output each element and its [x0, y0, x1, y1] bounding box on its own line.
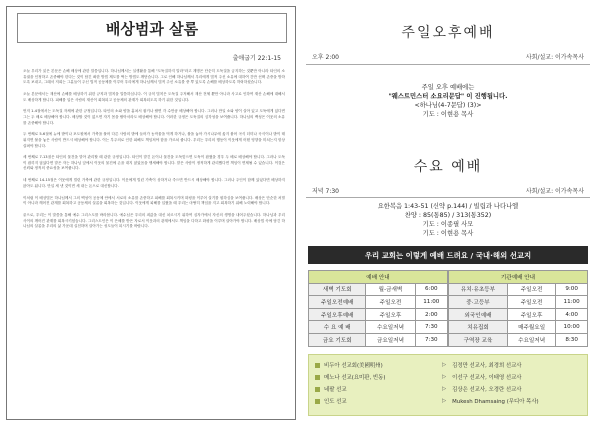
table-cell: 11:00	[556, 296, 588, 309]
table-cell: 8:30	[556, 333, 588, 346]
schedule-tables	[308, 270, 588, 347]
sermon-paragraph: 두 번째로 5-6절에 뉴에 밭이나 포도원에서 가축을 풀어 다른 사람의 밭에 들어가 농작물을 먹게 하거나, 불을 놓아 가시나무에 옮겨 붙어 곡식 더미나 곡식이나 밭이 태워지면 불을 놓은 사람이 반드시 배상해야 합니다. 이는 부주의로 인한 피해도 책임져야 함을 가르쳐 줍니다. 우리는 우리의 행동이 이웃에게 어떤 영향을 미치는지 항상 살펴야 합니다.	[23, 132, 285, 148]
table-cell: 외국인예배	[449, 308, 508, 321]
wednesday-line-4: 기도 : 이현용 목사	[422, 230, 474, 237]
table-row	[309, 283, 448, 296]
organ-table-header: 기관예배 안내	[449, 271, 588, 284]
missionary-names: 김상은 선교사, 오경란 선교사	[452, 387, 522, 393]
table-row	[309, 333, 448, 346]
wednesday-line-3: 기도 : 이종필 사모	[422, 221, 474, 228]
table-cell: 수요일저녁	[508, 333, 556, 346]
table-row	[449, 308, 588, 321]
afternoon-line-1: 주일 오후 예배에는	[421, 84, 475, 91]
list-item	[315, 371, 581, 383]
sermon-paragraph: 오늘 본문에서는 재산에 손해를 배상하기 위한 규칙과 법칙을 말씀하십니다. 이 규칙 법칙은 도둑질 주저해서 재산 전체 뿐만 아니라 사고로 인하여 재산 손해에 대해서도 배상하게 합니다. 피해를 입은 사람의 재산이 회복되고 공동체의 관계가 회복되도록 하기 위한 것입니다.	[23, 91, 285, 102]
missionary-list	[308, 354, 588, 416]
table-cell: 주일오전	[508, 283, 556, 296]
mission-field: 메노나 선교(요미판, 빈동)	[324, 375, 386, 381]
table-cell: 금요일저녁	[366, 333, 415, 346]
table-cell: 월-금새벽	[366, 283, 415, 296]
table-cell: 주일오후	[508, 308, 556, 321]
afternoon-title: 주일오후예배	[401, 25, 495, 41]
sermon-paragraph: 끝으로, 우리는 이 말씀을 통해 예수 그리스도를 바라봅니다. 예수님은 우리의 죄값을 대신 치르시기 위하여 십자가에서 자신의 생명을 내어주셨습니다. 하나님과 우리 사이의 깨어진 관계를 회복시키셨습니다. 그리스도인은 이 은혜를 받은 자로서 이웃과의 관계에서도 책임을 다하고 화평을 이루며 살아가야 합니다. 배상법 속에 담긴 하나님의 살롬을 우리의 삶 가운데 실천하며 살아가는 성도들이 되시기를 바랍니다.	[23, 213, 285, 229]
arrow-right-icon: ▷	[442, 386, 447, 392]
table-cell: 11:00	[415, 296, 447, 309]
arrow-right-icon: ▷	[442, 398, 447, 404]
table-cell: 구역장 교육	[449, 333, 508, 346]
wednesday-time: 저녁 7:30	[312, 188, 339, 195]
table-cell: 중·고등부	[449, 296, 508, 309]
table-row	[309, 321, 448, 334]
arrow-right-icon: ▷	[442, 374, 447, 380]
afternoon-line-2: "웨스트민스터 소요리문답" 이 진행됩니다.	[388, 93, 508, 100]
worship-table-header: 예배 안내	[309, 271, 448, 284]
sermon-paragraph: 세 번째로 7-13절은 타인의 물건을 맡아 관리할 때 관한 규정입니다. 타인이 맡긴 돈이나 물건을 도둑맞으면 도둑이 잡혔을 경우 두 배로 배상해야 합니다. 그러나 도둑이 잡히지 않았다면 맡은 자는 하나님 앞에서 이웃의 물건에 손을 대지 않았음을 맹세해야 합니다. 맡은 사람이 정직하게 관리했다면 책임이 면제될 수 있습니다. 이것은 신뢰와 정직의 중요성을 보여줍니다.	[23, 155, 285, 171]
sermon-paragraph: 이처럼 이 배상법은 하나님께서 그의 백성이 공동체 안에서 서로의 소유를 존중하고 피해를 회복시키며 화평을 이루어 살기를 원하심을 보여줍니다. 배상은 단순한 처벌이 아니라 깨어진 관계를 회복하고 공동체의 살롬을 회복하는 것입니다. 이웃에게 피해를 입혔을 때 우리는 마땅히 책임을 지고 회복하기 위해 노력해야 합니다.	[23, 195, 285, 206]
table-cell: 10:00	[556, 321, 588, 334]
table-cell: 9:00	[556, 283, 588, 296]
sermon-paragraph: 오늘 우리가 읽은 본문은 손해 배상에 관한 말씀입니다. 하나님께서는 실생활을 통해 "도둑질하지 말라"라고 계명은 단순히 도둑질을 금지하는 것뿐만 아니라 타인의 소유권을 인정하고 존중해야 한다는 것이 담긴 좌한 방법 제도를 떡는 방법도 깨닫습니다. 그로 인해 하나님께서 우리에게 법적 주신 소유에 대하여 간만 선택 존중을 방하도록 보내고, 그래서 저희는 그분들이 주신 법적 공동체를 이루어 우리에게 하나님께서 법적 주신 소유를 중 뿌 있도록 손해를 배상하도록 허락하셨습니다.	[23, 69, 285, 85]
divider	[306, 64, 590, 65]
sermon-body	[23, 69, 285, 236]
divider	[306, 197, 590, 198]
sermon-paragraph: 네 번째로 14-15절은 이웃에게 빌린 가축에 관한 규정입니다. 이웃에게 빌린 가축이 상하거나 죽으면 반드시 배상해야 합니다. 그러나 주인이 함께 있었다면 배상하지 않아도 됩니다. 만일 세 낸 것이면 세 내는 돈으로 대신합니다.	[23, 178, 285, 188]
wednesday-title: 수요 예배	[413, 159, 483, 175]
wednesday-info	[312, 186, 584, 195]
square-bullet-icon	[315, 399, 320, 404]
afternoon-host: 사회/설교: 이가속목사	[525, 54, 584, 61]
missionary-names: Mukesh Dhamsaing (무디아 목사)	[452, 399, 539, 405]
list-item	[315, 395, 581, 407]
table-row	[449, 283, 588, 296]
table-cell: 수요일저녁	[366, 321, 415, 334]
table-cell: 금요 기도회	[309, 333, 366, 346]
wednesday-host: 사회/설교: 이가속목사	[525, 188, 584, 195]
table-cell: 7:30	[415, 333, 447, 346]
afternoon-line-3: <하나님(4-7문답) (3)>	[414, 102, 482, 109]
table-cell: 6:00	[415, 283, 447, 296]
table-cell: 주일오전	[508, 296, 556, 309]
square-bullet-icon	[315, 375, 320, 380]
table-cell: 수 요 예 배	[309, 321, 366, 334]
sermon-panel	[6, 6, 296, 420]
mission-field: 네팔 선교	[324, 387, 347, 393]
table-cell: 유치·유초등부	[449, 283, 508, 296]
mission-field: 인도 선교	[324, 399, 347, 405]
afternoon-time: 오후 2:00	[312, 54, 339, 61]
table-cell: 주일오전	[366, 296, 415, 309]
mission-banner: 우리 교회는 이렇게 예배 드려요 / 국내·해외 선교지	[308, 246, 588, 264]
table-row	[309, 296, 448, 309]
table-row	[449, 296, 588, 309]
missionary-names: 이선구 선교사, 이태영 선교사	[452, 375, 522, 381]
square-bullet-icon	[315, 387, 320, 392]
table-cell: 2:00	[415, 308, 447, 321]
sermon-reference: 출애굽기 22:1-15	[232, 55, 281, 62]
table-cell: 주일오후예배	[309, 308, 366, 321]
square-bullet-icon	[315, 363, 320, 368]
table-cell: 치유집회	[449, 321, 508, 334]
mission-field: 비두아 선교회(美國明州)	[324, 363, 383, 369]
organ-schedule-table	[448, 270, 588, 347]
table-row	[449, 333, 588, 346]
table-row	[449, 321, 588, 334]
table-cell: 4:00	[556, 308, 588, 321]
arrow-right-icon: ▷	[442, 362, 447, 368]
table-row	[309, 308, 448, 321]
wednesday-line-1: 요한복음 1:43-51 (신약 p.144) / 빌립과 나다나엘	[377, 203, 519, 210]
afternoon-info	[312, 52, 584, 61]
worship-schedule-table	[308, 270, 448, 347]
list-item	[315, 359, 581, 371]
bulletin-right-panel	[302, 6, 594, 420]
afternoon-line-4: 기도 : 이현용 목사	[422, 111, 474, 118]
sermon-paragraph: 먼저 1-4절에서는 도둑질 자체에 관한 규정입니다. 타인의 소와 양을 훔쳐서 잡거나 팔면 각 수만큼 배상해야 합니다. 그러나 만일 소와 양이 살아 있고 도둑에게 있다면 그는 두 배로 배상해야 합니다. 배상할 것이 없으면 자기 몸을 팔아서라도 배상해야 합니다. 이러한 규정은 도둑질의 심각성을 보여줍니다. 하나님의 백성은 이웃의 소유를 존중해야 합니다.	[23, 109, 285, 125]
wednesday-line-2: 찬양 : 85(통85) / 313(통352)	[404, 212, 492, 219]
sermon-title: 배상범과 살롬	[17, 13, 287, 43]
list-item	[315, 383, 581, 395]
table-cell: 매주월요일	[508, 321, 556, 334]
missionary-names: 김정만 선교사, 최경희 선교사	[452, 363, 522, 369]
table-cell: 새벽 기도회	[309, 283, 366, 296]
table-cell: 7:30	[415, 321, 447, 334]
table-cell: 주일오후	[366, 308, 415, 321]
table-cell: 주일오전예배	[309, 296, 366, 309]
